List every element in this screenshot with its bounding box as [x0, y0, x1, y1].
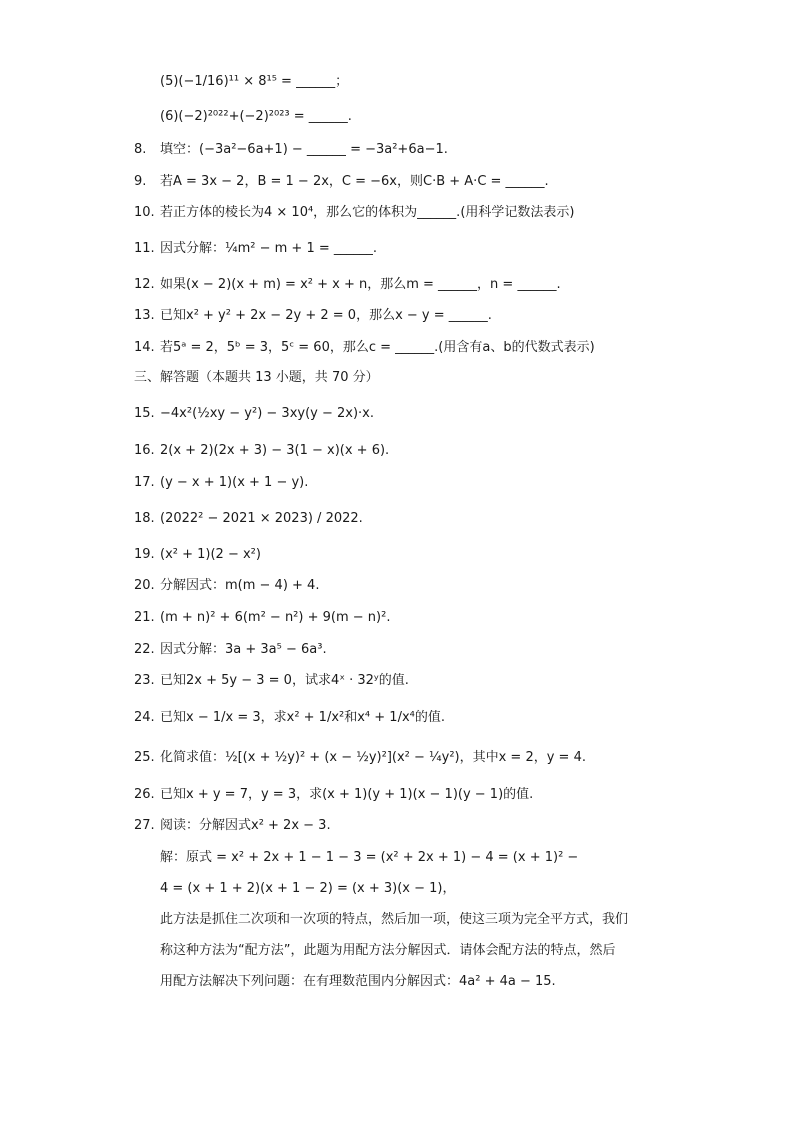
question-number: 27.: [134, 818, 155, 833]
question-12: [134, 276, 561, 294]
question-17: [134, 474, 308, 492]
question-text: 已知x² + y² + 2x − 2y + 2 = 0，那么x − y = ______.: [160, 308, 492, 323]
question-text: 已知x − 1/x = 3，求x² + 1/x²和x⁴ + 1/x⁴的值.: [160, 710, 445, 725]
question-number: 25.: [134, 750, 155, 765]
question-13: [134, 307, 492, 325]
question-number: 19.: [134, 547, 155, 562]
question-21: [134, 609, 390, 627]
question-24: [134, 709, 445, 727]
question-number: 13.: [134, 308, 155, 323]
question-number: 8.: [134, 142, 147, 157]
question-23: [134, 672, 409, 690]
question-text: 2(x + 2)(2x + 3) − 3(1 − x)(x + 6).: [160, 443, 390, 458]
question-10: [134, 204, 574, 222]
question-text: 若A = 3x − 2，B = 1 − 2x，C = −6x，则C·B + A·C = ______.: [160, 174, 549, 189]
question-22: [134, 641, 327, 659]
question-8: [134, 141, 448, 159]
question-text: (x² + 1)(2 − x²): [160, 547, 261, 562]
question-text: 填空：(−3a²−6a+1) − ______ = −3a²+6a−1.: [160, 142, 448, 157]
question-text: 已知x + y = 7，y = 3，求(x + 1)(y + 1)(x − 1)(y − 1)的值.: [160, 787, 534, 802]
question-number: 23.: [134, 673, 155, 688]
question-text: 已知2x + 5y − 3 = 0，试求4ˣ · 32ʸ的值.: [160, 673, 409, 688]
question-number: 12.: [134, 277, 155, 292]
question-text: 如果(x − 2)(x + m) = x² + x + n，那么m = ______，n = ______.: [160, 277, 561, 292]
question-11: [134, 240, 377, 258]
explanation-line-3: 用配方法解决下列问题：在有理数范围内分解因式：4a² + 4a − 15.: [160, 974, 556, 989]
question-number: 18.: [134, 511, 155, 526]
question-number: 10.: [134, 205, 155, 220]
question-text: (m + n)² + 6(m² − n²) + 9(m − n)².: [160, 610, 391, 625]
question-25: [134, 749, 586, 767]
question-18: [134, 510, 363, 528]
question-number: 20.: [134, 578, 155, 593]
question-15: [134, 405, 374, 423]
question-9: [134, 173, 549, 191]
question-number: 16.: [134, 443, 155, 458]
question-20: [134, 577, 319, 595]
question-26: [134, 786, 533, 804]
question-27: [134, 817, 331, 835]
question-text: 化简求值：½[(x + ½y)² + (x − ½y)²](x² − ¼y²)，其中x = 2，y = 4.: [160, 750, 586, 765]
question-19: [134, 546, 261, 564]
explanation-line-2: 称这种方法为“配方法”，此题为用配方法分解因式．请体会配方法的特点，然后: [160, 943, 616, 958]
question-number: 14.: [134, 340, 155, 355]
question-number: 15.: [134, 406, 155, 421]
question-text: (2022² − 2021 × 2023) / 2022.: [160, 511, 363, 526]
question-number: 26.: [134, 787, 155, 802]
question-text: 分解因式：m(m − 4) + 4.: [160, 578, 320, 593]
solution-line-2: 4 = (x + 1 + 2)(x + 1 − 2) = (x + 3)(x − 1)，: [160, 881, 456, 896]
question-16: [134, 442, 389, 460]
section-heading: 三、解答题（本题共 13 小题，共 70 分）: [134, 370, 379, 385]
question-text: 若正方体的棱长为4 × 10⁴，那么它的体积为______.(用科学记数法表示): [160, 205, 575, 220]
question-text: 因式分解：¼m² − m + 1 = ______.: [160, 241, 378, 256]
question-number: 17.: [134, 475, 155, 490]
question-text: 若5ᵃ = 2，5ᵇ = 3，5ᶜ = 60，那么c = ______.(用含有a、b的代数式表示): [160, 340, 595, 355]
subquestion-5: (5)(−1/16)¹¹ × 8¹⁵ = ______；: [160, 74, 349, 89]
subquestion-6: (6)(−2)²⁰²²+(−2)²⁰²³ = ______.: [160, 109, 352, 124]
question-text: −4x²(½xy − y²) − 3xy(y − 2x)·x.: [160, 406, 374, 421]
explanation-line-1: 此方法是抓住二次项和一次项的特点，然后加一项，使这三项为完全平方式，我们: [160, 912, 629, 927]
question-number: 22.: [134, 642, 155, 657]
solution-line-1: 解：原式 = x² + 2x + 1 − 1 − 3 = (x² + 2x + 1) − 4 = (x + 1)² −: [160, 850, 579, 865]
question-number: 21.: [134, 610, 155, 625]
question-number: 24.: [134, 710, 155, 725]
question-text: (y − x + 1)(x + 1 − y).: [160, 475, 309, 490]
question-14: [134, 339, 595, 357]
question-text: 因式分解：3a + 3a⁵ − 6a³.: [160, 642, 327, 657]
question-number: 11.: [134, 241, 155, 256]
question-number: 9.: [134, 174, 147, 189]
question-text: 阅读：分解因式x² + 2x − 3.: [160, 818, 331, 833]
